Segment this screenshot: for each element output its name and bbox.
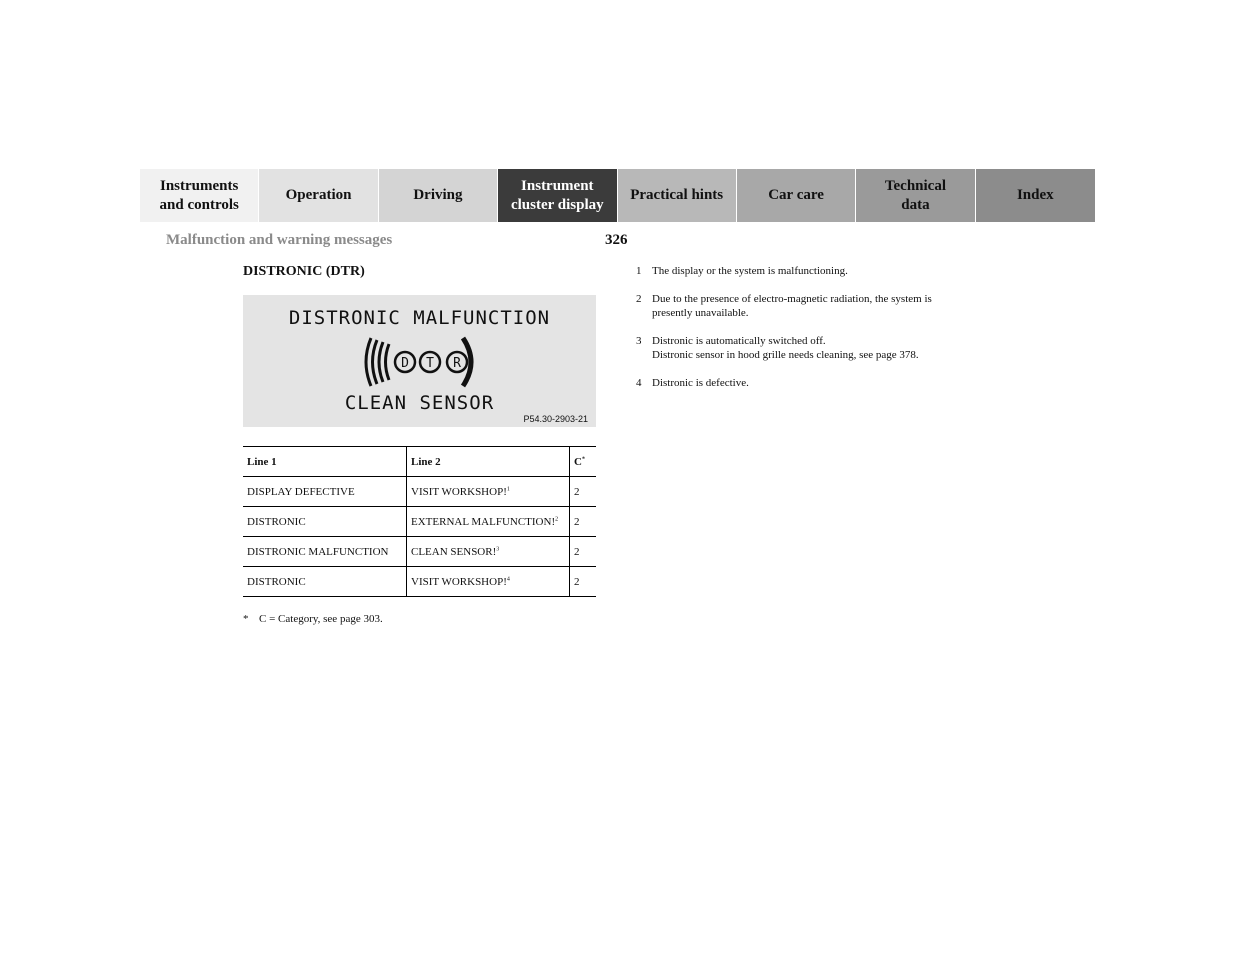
footnote-text: C = Category, see page 303.: [259, 613, 383, 625]
symbol-letter-r: R: [453, 356, 461, 371]
cluster-display-illustration: [243, 295, 596, 427]
cell-line1: DISTRONIC: [243, 567, 407, 597]
tab-car-care[interactable]: Car care: [737, 169, 856, 222]
tab-instrument-cluster-display[interactable]: Instrument cluster display: [498, 169, 617, 222]
note-text: The display or the system is malfunctioning.: [652, 265, 848, 277]
cell-line2: VISIT WORKSHOP!$^1$: [407, 477, 570, 507]
cell-line2: VISIT WORKSHOP!$^4$: [407, 567, 570, 597]
note-number: 3: [636, 335, 642, 347]
column-header-category: C*: [570, 447, 597, 477]
display-line-2: CLEAN SENSOR: [344, 392, 495, 414]
cell-category: 2: [570, 537, 597, 567]
section-title: Malfunction and warning messages: [166, 232, 393, 248]
table-footnote: [243, 613, 383, 625]
tab-index[interactable]: Index: [976, 169, 1095, 222]
distronic-sensor-icon: [359, 332, 479, 392]
page-heading: DISTRONIC (DTR): [243, 264, 365, 279]
symbol-letter-d: D: [401, 356, 409, 371]
message-table: [243, 446, 596, 597]
table-row: [243, 537, 596, 567]
footnote-marker: *: [243, 613, 249, 625]
column-header-line1: Line 1: [243, 447, 407, 477]
note-item: [636, 334, 996, 362]
tab-driving[interactable]: Driving: [379, 169, 498, 222]
cell-line1: DISTRONIC MALFUNCTION: [243, 537, 407, 567]
cell-line1: DISPLAY DEFECTIVE: [243, 477, 407, 507]
note-item: [636, 292, 996, 320]
display-line-1: DISTRONIC MALFUNCTION: [288, 307, 551, 329]
note-number: 2: [636, 293, 642, 305]
chapter-tabs: [140, 169, 1095, 222]
table-row: [243, 477, 596, 507]
column-header-line2: Line 2: [407, 447, 570, 477]
page-number: 326: [605, 232, 628, 248]
cell-category: 2: [570, 477, 597, 507]
note-item: [636, 376, 996, 390]
symbol-letter-t: T: [426, 356, 434, 371]
tab-instruments-and-controls[interactable]: Instruments and controls: [140, 169, 259, 222]
note-number: 1: [636, 265, 642, 277]
cell-category: 2: [570, 567, 597, 597]
tab-practical-hints[interactable]: Practical hints: [618, 169, 737, 222]
table-header-row: [243, 447, 596, 477]
note-item: [636, 264, 996, 278]
note-text: Distronic is defective.: [652, 377, 749, 389]
cell-line2: EXTERNAL MALFUNCTION!$^2$: [407, 507, 570, 537]
note-text: Due to the presence of electro-magnetic radiation, the system is presently unavailable.: [652, 293, 932, 319]
footnote-ref: 2: [555, 515, 559, 522]
notes-list: [636, 264, 996, 404]
footnote-ref: 3: [496, 545, 500, 552]
tab-operation[interactable]: Operation: [259, 169, 378, 222]
cell-category: 2: [570, 507, 597, 537]
tab-technical-data[interactable]: Technical data: [856, 169, 975, 222]
footnote-ref: 1: [506, 485, 510, 492]
footnote-ref: 4: [506, 575, 510, 582]
cell-line2: CLEAN SENSOR!$^3$: [407, 537, 570, 567]
note-number: 4: [636, 377, 642, 389]
figure-code: P54.30-2903-21: [523, 414, 588, 424]
note-text: Distronic is automatically switched off. Distronic sensor in hood grille needs cleaning, see page 378.: [652, 335, 919, 361]
table-row: [243, 567, 596, 597]
asterisk-mark: *: [581, 455, 585, 462]
cell-line1: DISTRONIC: [243, 507, 407, 537]
table-row: [243, 507, 596, 537]
